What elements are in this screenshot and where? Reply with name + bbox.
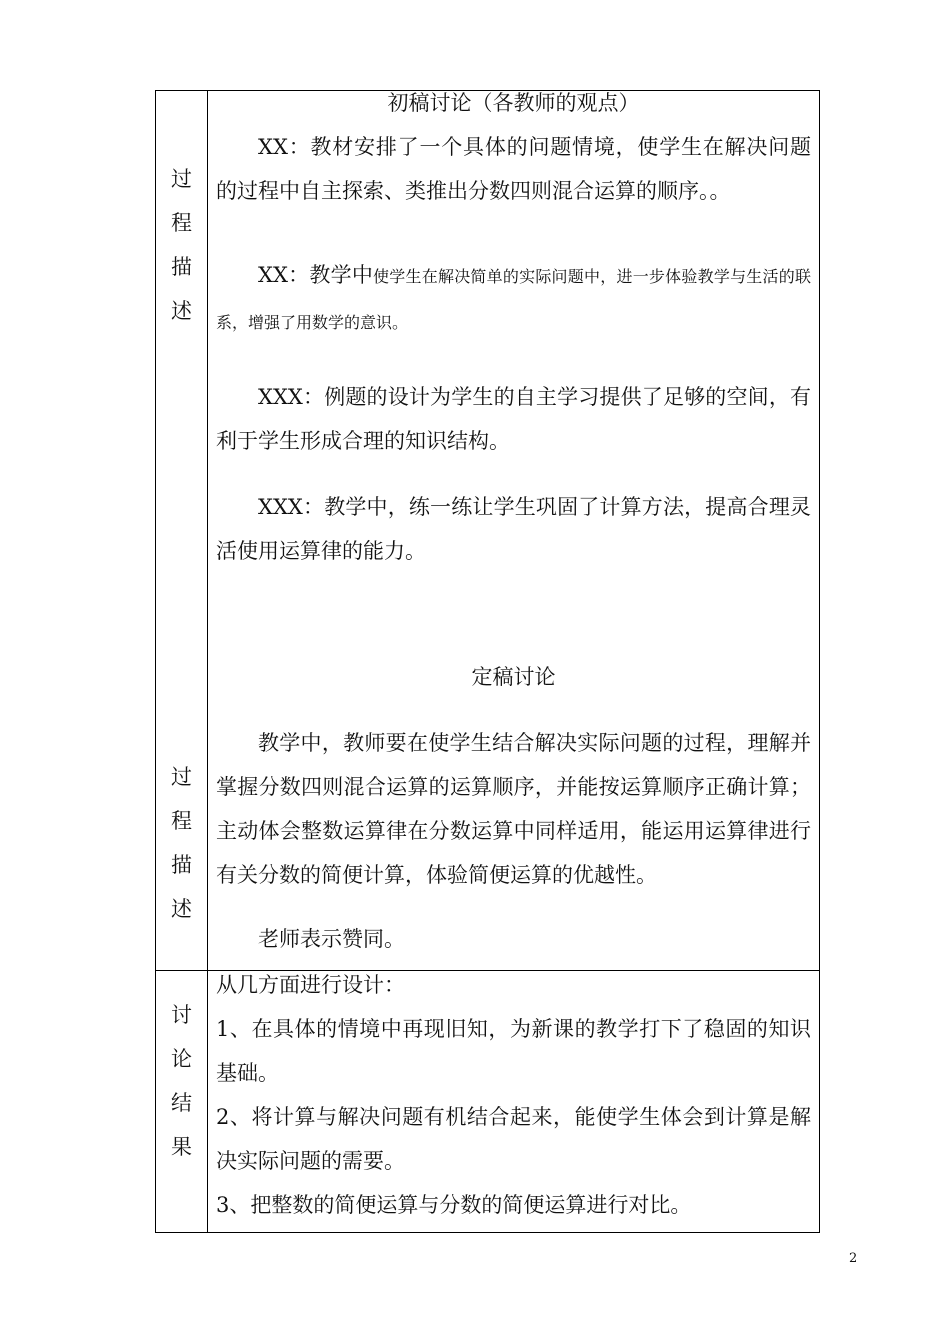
draft-paragraph-1: XX：教材安排了一个具体的问题情境，使学生在解决问题的过程中自主探索、类推出分数四则混合运算的顺序。。 bbox=[216, 135, 811, 203]
label-char: 描 bbox=[171, 853, 192, 877]
draft-paragraph-2-rest: 使学生在解决简单的实际问题中，进一步体验教学与生活的联系，增强了用数学的意识。 bbox=[216, 267, 811, 332]
process-label-2 bbox=[156, 755, 207, 931]
result-label bbox=[156, 993, 207, 1169]
result-content bbox=[216, 963, 811, 1227]
label-char: 述 bbox=[171, 299, 192, 323]
page-number: 2 bbox=[849, 1251, 858, 1266]
result-item-1: 1、在具体的情境中再现旧知，为新课的教学打下了稳固的知识基础。 bbox=[216, 1017, 811, 1085]
draft-paragraph-3-box bbox=[216, 375, 811, 463]
label-char: 述 bbox=[171, 897, 192, 921]
draft-paragraph-2 bbox=[216, 253, 811, 345]
draft-discussion bbox=[216, 81, 811, 125]
process-label-1 bbox=[156, 157, 207, 333]
label-char: 程 bbox=[171, 809, 192, 833]
final-paragraph-1: 教学中，教师要在使学生结合解决实际问题的过程，理解并掌握分数四则混合运算的运算顺序，并能按运算顺序正确计算；主动体会整数运算律在分数运算中同样适用，能运用运算律进行有关分数的简便计算，体验简便运算的优越性。 bbox=[216, 731, 811, 887]
label-char: 过 bbox=[171, 167, 192, 191]
final-paragraph-2-box bbox=[216, 917, 811, 961]
final-paragraph-2: 老师表示赞同。 bbox=[258, 927, 405, 951]
label-char: 程 bbox=[171, 211, 192, 235]
label-char: 结 bbox=[171, 1091, 192, 1115]
discussion-table bbox=[155, 90, 820, 1233]
final-paragraph-1-box bbox=[216, 721, 811, 897]
final-heading: 定稿讨论 bbox=[471, 665, 556, 689]
draft-heading: 初稿讨论（各教师的观点） bbox=[387, 91, 640, 115]
draft-paragraph-2-box bbox=[216, 253, 811, 345]
draft-paragraph-3: XXX：例题的设计为学生的自主学习提供了足够的空间，有利于学生形成合理的知识结构。 bbox=[216, 385, 811, 453]
label-char: 讨 bbox=[171, 1003, 192, 1027]
column-divider bbox=[207, 91, 208, 1232]
label-char: 论 bbox=[171, 1047, 192, 1071]
draft-paragraph-2-lead: XX：教学中 bbox=[258, 263, 374, 287]
label-char: 描 bbox=[171, 255, 192, 279]
draft-paragraph-4: XXX：教学中，练一练让学生巩固了计算方法，提高合理灵活使用运算律的能力。 bbox=[216, 495, 811, 563]
result-intro: 从几方面进行设计： bbox=[216, 973, 405, 997]
result-item-3: 3、把整数的简便运算与分数的简便运算进行对比。 bbox=[216, 1193, 692, 1217]
draft-paragraph-1-box bbox=[216, 125, 811, 213]
label-char: 过 bbox=[171, 765, 192, 789]
label-char: 果 bbox=[171, 1135, 192, 1159]
draft-paragraph-4-box bbox=[216, 485, 811, 573]
final-heading-box bbox=[216, 655, 811, 699]
result-item-2: 2、将计算与解决问题有机结合起来，能使学生体会到计算是解决实际问题的需要。 bbox=[216, 1105, 811, 1173]
